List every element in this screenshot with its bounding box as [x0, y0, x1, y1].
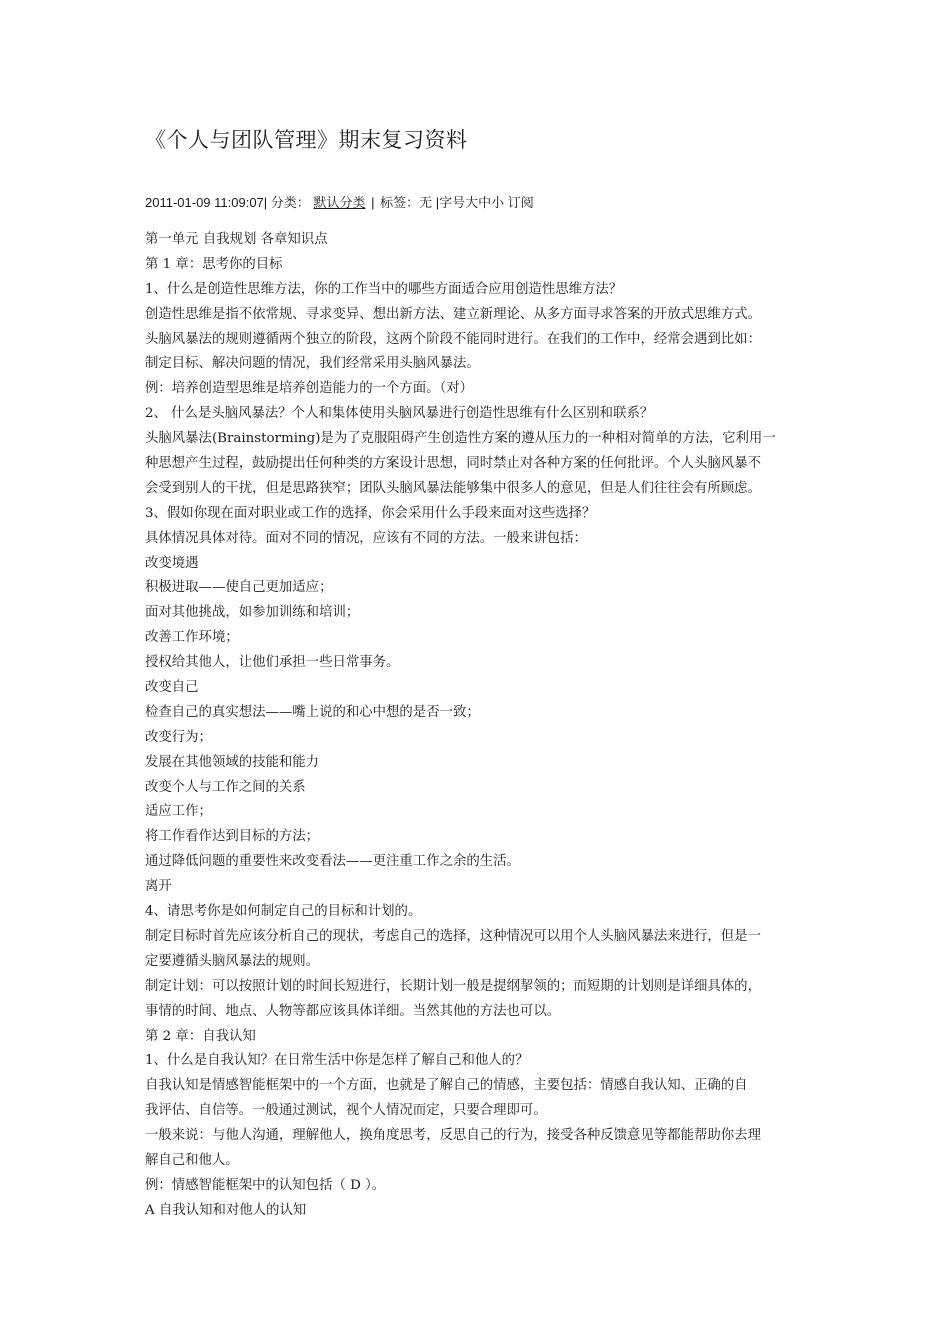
tags-label: 标签：无 — [380, 195, 433, 210]
text-line: 1、什么是自我认知？在日常生活中你是怎样了解自己和他人的？ — [145, 1053, 529, 1069]
text-line: 1、什么是创造性思维方法，你的工作当中的哪些方面适合应用创造性思维方法？ — [145, 281, 623, 297]
text-line: 头脑风暴法的规则遵循两个独立的阶段，这两个阶段不能同时进行。在我们的工作中，经常会遇到比如： — [145, 331, 761, 347]
text-line: 第 2 章：自我认知 — [145, 1028, 256, 1044]
text-line: 4、请思考你是如何制定自己的目标和计划的。 — [145, 904, 422, 920]
text-line: 通过降低问题的重要性来改变看法——更注重工作之余的生活。 — [145, 854, 520, 870]
text-line: 例：情感智能框架中的认知包括（ D ）。 — [145, 1177, 386, 1193]
text-line: 改善工作环境； — [145, 630, 239, 646]
text-line: 改变行为； — [145, 729, 212, 745]
text-line: 3、假如你现在面对职业或工作的选择，你会采用什么手段来面对这些选择？ — [145, 505, 596, 521]
text-line: A 自我认知和对他人的认知 — [145, 1202, 307, 1218]
text-line: 种思想产生过程，鼓励提出任何种类的方案设计思想，同时禁止对各种方案的任何批评。个人头脑风暴不 — [145, 456, 761, 472]
text-line: 改变个人与工作之间的关系 — [145, 779, 306, 795]
text-line: 适应工作； — [145, 804, 212, 820]
text-line: 解自己和他人。 — [145, 1152, 239, 1168]
text-line: 2、 什么是头脑风暴法？个人和集体使用头脑风暴进行创造性思维有什么区别和联系？ — [145, 406, 654, 422]
text-line: 制定计划：可以按照计划的时间长短进行，长期计划一般是提纲挈领的；而短期的计划则是详细具体的， — [145, 978, 761, 994]
text-line: 制定目标时首先应该分析自己的现状，考虑自己的选择，这种情况可以用个人头脑风暴法来进行，但是一 — [145, 928, 761, 944]
text-line: 定要遵循头脑风暴法的规则。 — [145, 953, 320, 969]
text-line: 头脑风暴法(Brainstorming)是为了克服阻碍产生创造性方案的遵从压力的一种相对简单的方法，它利用一 — [145, 431, 776, 447]
text-line: 例：培养创造型思维是培养创造能力的一个方面。（对） — [145, 381, 474, 397]
font-size-switch[interactable]: |字号大中小 — [435, 195, 505, 210]
text-line: 改变境遇 — [145, 555, 199, 571]
text-line: 创造性思维是指不依常规、寻求变异、想出新方法、建立新理论、从多方面寻求答案的开放式思维方式。 — [145, 306, 761, 322]
category-label: 分类： — [270, 195, 310, 210]
text-line: 第 1 章：思考你的目标 — [145, 256, 283, 272]
post-meta — [145, 192, 534, 211]
text-line: 积极进取——使自己更加适应； — [145, 580, 333, 596]
text-line: 制定目标、解决问题的情况，我们经常采用头脑风暴法。 — [145, 356, 480, 372]
document-body — [145, 228, 810, 1224]
text-line: 事情的时间、地点、人物等都应该具体详细。当然其他的方法也可以。 — [145, 1003, 561, 1019]
text-line: 第一单元 自我规划 各章知识点 — [145, 232, 328, 247]
meta-separator: | — [371, 195, 375, 210]
text-line: 离开 — [145, 879, 172, 895]
text-line: 会受到别人的干扰，但是思路狭窄；团队头脑风暴法能够集中很多人的意见，但是人们往往会有所顾虑。 — [145, 480, 761, 496]
text-line: 授权给其他人，让他们承担一些日常事务。 — [145, 655, 400, 671]
post-datetime: 2011-01-09 11:09:07| — [145, 195, 268, 210]
text-line: 将工作看作达到目标的方法； — [145, 829, 320, 845]
category-link[interactable]: 默认分类 — [313, 195, 366, 210]
text-line: 具体情况具体对待。面对不同的情况，应该有不同的方法。一般来讲包括： — [145, 530, 587, 546]
text-line: 改变自己 — [145, 680, 199, 696]
text-line: 面对其他挑战，如参加训练和培训； — [145, 605, 360, 621]
text-line: 一般来说：与他人沟通，理解他人，换角度思考，反思自己的行为，接受各种反馈意见等都能帮助你去理 — [145, 1128, 761, 1144]
text-line: 检查自己的真实想法——嘴上说的和心中想的是否一致； — [145, 704, 480, 720]
text-line: 发展在其他领域的技能和能力 — [145, 754, 320, 770]
page-title: 《个人与团队管理》期末复习资料 — [145, 128, 468, 152]
subscribe-link[interactable]: 订阅 — [507, 195, 534, 210]
text-line: 自我认知是情感智能框架中的一个方面，也就是了解自己的情感，主要包括：情感自我认知、正确的自 — [145, 1078, 748, 1094]
text-line: 我评估、自信等。一般通过测试，视个人情况而定，只要合理即可。 — [145, 1103, 547, 1119]
